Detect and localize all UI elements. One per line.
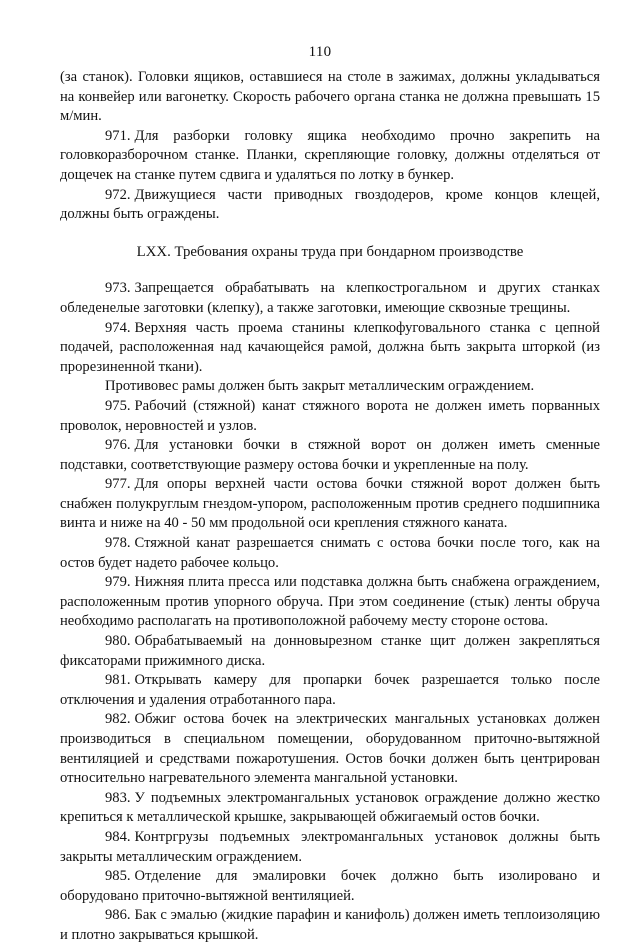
paragraph-text: Для разборки головку ящика необходимо прочно закрепить на головкоразборочном станке. Планки, скрепляющие головку, должны отделяться от дощечек на станке путем сдвига и удаляться по лотку в бункер.: [60, 127, 600, 183]
paragraph-985: [60, 867, 600, 906]
paragraph-text: Противовес рамы должен быть закрыт металлическим ограждением.: [105, 378, 535, 395]
paragraph-text: Обрабатываемый на донновырезном станке щит должен закрепляться фиксаторами прижимного диска.: [60, 633, 600, 669]
paragraph-text: Для установки бочки в стяжной ворот он должен иметь сменные подставки, соответствующие размеру остова бочки и укрепленные на полу.: [60, 437, 600, 473]
paragraph-text: Стяжной канат разрешается снимать с остова бочки после того, как на остов будет надето рабочее кольцо.: [60, 535, 600, 571]
paragraph-number: 971.: [105, 127, 131, 144]
paragraph-text: Контргрузы подъемных электромангальных установок должны быть закрыты металлическим ограждением.: [60, 828, 600, 865]
paragraph-number: 981.: [105, 672, 131, 689]
paragraph-number: 973.: [105, 280, 131, 297]
paragraph-975: [60, 397, 600, 436]
paragraph-981: [60, 671, 600, 710]
paragraph-number: 985.: [105, 868, 131, 885]
paragraph-text: Обжиг остова бочек на электрических мангальных установках должен производиться в специальном помещении, оборудованном приточно-вытяжной вентиляцией и средствами пожаротушения. Остов бочки должен быть центрирован относительно нагревательного элемента мангальной установки.: [60, 711, 600, 787]
paragraph-983: [60, 789, 600, 828]
paragraph-976: [60, 436, 600, 475]
paragraph-978: [60, 534, 600, 573]
paragraph-number: 982.: [105, 711, 131, 728]
paragraph-number: 984.: [105, 828, 131, 845]
paragraph-980: [60, 632, 600, 671]
paragraph-984: [60, 828, 600, 867]
paragraph-text: Отделение для эмалировки бочек должно быть изолировано и оборудовано приточно-вытяжной вентиляцией.: [60, 868, 600, 904]
paragraph-text: Движущиеся части приводных гвоздодеров, кроме концов клещей, должны быть ограждены.: [60, 186, 600, 223]
paragraph-974: [60, 319, 600, 378]
page-number: 110: [308, 44, 332, 60]
paragraph-text: Для опоры верхней части остова бочки стяжной ворот должен быть снабжен полукруглым гнездом-упором, расположенным против среднего подшипника винта и ниже на 40 - 50 мм продольной оси крепления стяжного каната.: [60, 476, 600, 532]
paragraph-text: Запрещается обрабатывать на клепкострогальном и других станках обледенелые заготовки (клепку), а также заготовки, имеющие сквозные трещины.: [60, 280, 600, 316]
paragraph-continuation: [60, 68, 600, 127]
paragraph-986: [60, 906, 600, 945]
paragraph-number: 978.: [105, 535, 131, 552]
paragraph-972: [60, 186, 600, 225]
paragraph-text: Открывать камеру для пропарки бочек разрешается только после отключения и удаления отработанного пара.: [60, 672, 600, 708]
section-heading: LXX. Требования охраны труда при бондарном производстве: [136, 243, 524, 260]
paragraph-971: [60, 127, 600, 186]
paragraph-text: Рабочий (стяжной) канат стяжного ворота не должен иметь порванных проволок, неровностей и узлов.: [60, 397, 600, 434]
paragraph-text: У подъемных электромангальных установок ограждение должно жестко крепиться к металлической крышке, закрывающей обжигаемый остов бочки.: [60, 789, 600, 826]
document-body: [60, 68, 600, 946]
paragraph-977: [60, 475, 600, 534]
paragraph-974-counterweight: [60, 377, 600, 397]
paragraph-number: 974.: [105, 319, 131, 336]
paragraph-979: [60, 573, 600, 632]
paragraph-982: [60, 710, 600, 788]
paragraph-number: 975.: [105, 397, 131, 414]
paragraph-number: 972.: [105, 186, 131, 203]
paragraph-text: Бак с эмалью (жидкие парафин и канифоль) должен иметь теплоизоляцию и плотно закрываться крышкой.: [60, 907, 600, 943]
paragraph-number: 986.: [105, 907, 131, 924]
paragraph-number: 980.: [105, 633, 131, 650]
paragraph-973: [60, 279, 600, 318]
paragraph-text: Верхняя часть проема станины клепкофуговального станка с цепной подачей, расположенная над качающейся рамой, должна быть закрыта шторкой (из прорезиненной ткани).: [60, 319, 600, 375]
paragraph-number: 976.: [105, 437, 131, 454]
paragraph-number: 977.: [105, 476, 131, 493]
paragraph-number: 979.: [105, 574, 131, 591]
paragraph-text: (за станок). Головки ящиков, оставшиеся на столе в зажимах, должны укладываться на конвейер или вагонетку. Скорость рабочего органа станка не должна превышать 15 м/мин.: [60, 69, 600, 125]
paragraph-text: Нижняя плита пресса или подставка должна быть снабжена ограждением, расположенным против упорного обруча. При этом соединение (стык) ленты обруча необходимо располагать на противоположной рабочему месту стороне остова.: [60, 574, 600, 630]
paragraph-number: 983.: [105, 789, 131, 806]
